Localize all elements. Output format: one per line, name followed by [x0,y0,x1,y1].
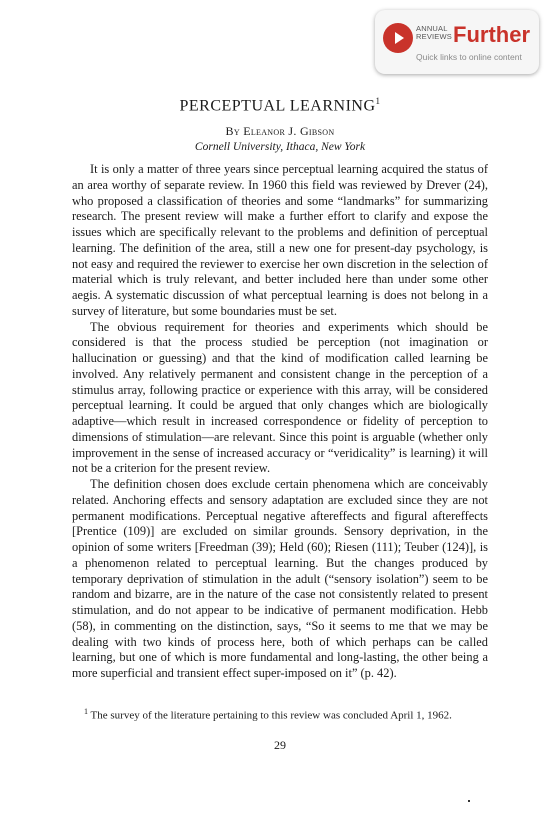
author-line: By Eleanor J. Gibson [225,124,335,138]
brand-line-1: ANNUAL [416,24,448,33]
body-paragraph: It is only a matter of three years since perceptual learning acquired the status of an area worthy of separate review. In 1960 this field was reviewed by Drever (24), who proposed a classification of theories and some “landmarks” for summarizing research. The present review will make a further effort to clarify and expose the issues which are specifically relevant to the problems and definition of perceptual learning. The definition of the area, still a new one for present-day psychology, is not easy and required the reviewer to exercise her own discretion in the selection of material which is truly relevant, and better included here than under some other aegis. A systematic discussion of what perceptual learning is does not belong in a survey of literature, but some boundaries must be set. [72,162,488,318]
page-number: 29 [274,738,286,752]
footnote-mark: 1 [84,707,88,716]
article-title [0,96,560,115]
article-title-text: PERCEPTUAL LEARNING [179,97,376,115]
footnote-paragraph [72,705,488,723]
footnote [72,705,488,723]
body-paragraph: The definition chosen does exclude certain phenomena which are conceivably related. Anchoring effects and sensory adaptation are excluded since they are not permanent modifications. Perceptual negative aftereffects and figural aftereffects [Prentice (109)] are excluded on similar grounds. Sensory deprivation, in the opinion of some writers [Freedman (39); Held (60); Riesen (111); Teuber (124)], is a phenomenon related to perceptual learning. But the changes produced by temporary deprivation of stimulation in the adult (“sensory isolation”) seem to be random and bizarre, are in the nature of the case not consistently related to present stimulation, and do not appear to be indicative of permanent modification. Hebb (58), in commenting on the distinction, says, “So it seems to me that we may be dealing with two kinds of process here, both of which perhaps can be called learning, but one of which is more fundamental and long-lasting, the other being a more superficial and transient effect super-imposed on it” (p. 42). [72,477,488,680]
annual-reviews-logo-text [416,25,452,41]
article-body [72,162,488,682]
footnote-text: The survey of the literature pertaining to this review was concluded April 1, 1962. [88,709,452,722]
title-footnote-mark[interactable]: 1 [375,96,381,106]
corner-dot [468,800,470,802]
further-label[interactable]: Further [453,22,530,47]
body-paragraph: The obvious requirement for theories and experiments which should be considered is that the process studied be perception (not imagination or hallucination or guessing) and that the kind of modification called learning be involved. Any relatively permanent and consistent change in the perception of a stimulus array, following practice or experience with this array, will be considered perceptual learning. It could be argued that only changes which are biologically adaptive—which result in increased correspondence or fidelity of perception to dimensions of stimulation—are relevant. Since this point is arguable (whether only improvement in the sense of increased accuracy or “veridicality” is learning) it will not be a criterion for the present review. [72,319,488,476]
brand-line-2: REVIEWS [416,32,452,41]
affiliation-line: Cornell University, Ithaca, New York [194,141,366,153]
play-arrow-icon [383,23,413,53]
further-subtitle[interactable]: Quick links to online content [416,52,522,62]
further-badge[interactable] [375,10,539,74]
